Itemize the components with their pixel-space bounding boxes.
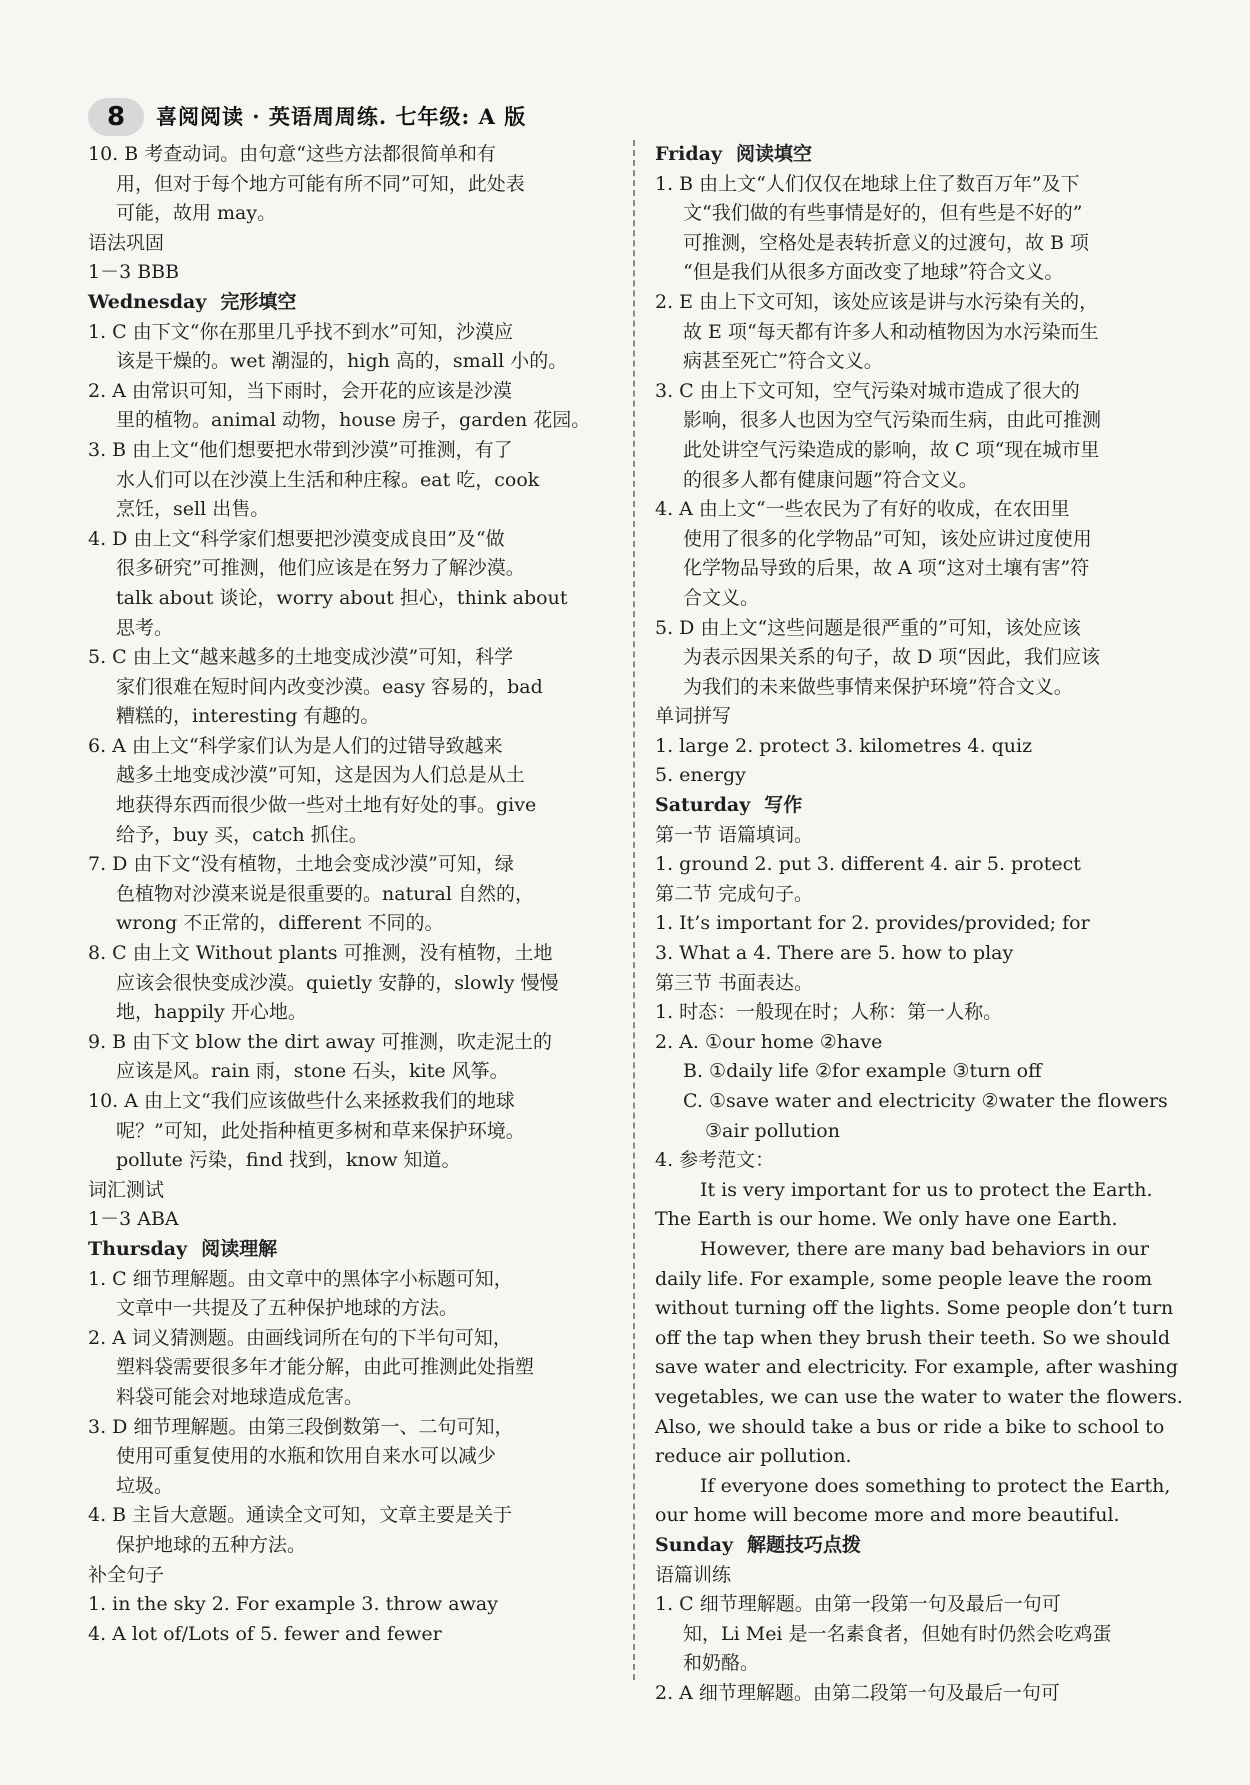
text-line: pollute 污染，find 找到，know 知道。 <box>116 1149 461 1172</box>
text-line: 文“我们做的有些事情是好的，但有些是不好的” <box>683 202 1083 225</box>
day-heading <box>655 1531 1185 1561</box>
right-column <box>655 140 1185 1708</box>
text-line: 2. A 细节理解题。由第二段第一句及最后一句可 <box>655 1681 1060 1704</box>
essay-paragraph: It is very important for us to protect the Earth. The Earth is our home. We only have one Earth. <box>655 1178 1153 1231</box>
text-line: “但是我们从很多方面改变了地球”符合文义。 <box>683 261 1064 284</box>
text-line: 8. C 由上文 Without plants 可推测，没有植物，土地 <box>88 942 553 965</box>
text-line: 第一节 语篇填词。 <box>655 823 814 846</box>
text-line: 很多研究”可推测，他们应该是在努力了解沙漠。 <box>116 557 525 580</box>
text-line: ③air pollution <box>705 1119 840 1142</box>
day-name: Sunday <box>655 1533 733 1556</box>
text-line: 地，happily 开心地。 <box>116 1001 307 1024</box>
text-line: 料袋可能会对地球造成危害。 <box>116 1385 364 1408</box>
text-line: 3. B 由上文“他们想要把水带到沙漠”可推测，有了 <box>88 438 513 461</box>
text-line: 词汇测试 <box>88 1178 165 1201</box>
day-name: Thursday <box>88 1237 188 1260</box>
text-line: 此处讲空气污染造成的影响，故 C 项“现在城市里 <box>683 438 1100 461</box>
text-line: 家们很难在短时间内改变沙漠。easy 容易的，bad <box>116 675 543 698</box>
text-line: 地获得东西而很少做一些对土地有好处的事。give <box>116 794 537 817</box>
text-line: 思考。 <box>116 616 174 639</box>
text-line: 4. D 由上文“科学家们想要把沙漠变成良田”及“做 <box>88 527 505 550</box>
text-line: 糟糕的，interesting 有趣的。 <box>116 705 380 728</box>
page-header <box>88 98 628 136</box>
text-line: 使用可重复使用的水瓶和饮用自来水可以减少 <box>116 1445 497 1468</box>
text-line: C. ①save water and electricity ②water the flowers <box>683 1090 1168 1112</box>
text-line: 5. D 由上文“这些问题是很严重的”可知，该处应该 <box>655 616 1081 639</box>
text-line: 2. A. ①our home ②have <box>655 1030 883 1053</box>
text-line: 病甚至死亡”符合文义。 <box>683 350 883 373</box>
text-line: 10. B 考查动词。由句意“这些方法都很简单和有 <box>88 143 496 165</box>
text-line: 6. A 由上文“科学家们认为是人们的过错导致越来 <box>88 734 503 757</box>
text-line: 为表示因果关系的句子，故 D 项“因此，我们应该 <box>683 646 1101 669</box>
text-line: 1. in the sky 2. For example 3. throw away <box>88 1593 498 1616</box>
text-line: 垃圾。 <box>116 1474 174 1497</box>
text-line: 5. energy <box>655 764 746 787</box>
text-line: 3. C 由上下文可知，空气污染对城市造成了很大的 <box>655 379 1080 402</box>
essay-paragraph: If everyone does something to protect the Earth, our home will become more and more beautiful. <box>655 1474 1171 1527</box>
text-line: 水人们可以在沙漠上生活和种庄稼。eat 吃，cook <box>116 468 540 491</box>
text-line: 1. C 细节理解题。由文章中的黑体字小标题可知， <box>88 1267 513 1290</box>
text-line: 为我们的未来做些事情来保护环境”符合文义。 <box>683 675 1073 698</box>
text-line: 1. B 由上文“人们仅仅在地球上住了数百万年”及下 <box>655 172 1080 195</box>
text-line: 9. B 由下文 blow the dirt away 可推测，吹走泥土的 <box>88 1030 553 1053</box>
text-line: 2. E 由上下文可知，该处应该是讲与水污染有关的， <box>655 290 1099 313</box>
text-line: 4. A 由上文“一些农民为了有好的收成，在农田里 <box>655 498 1070 521</box>
day-name: Wednesday <box>88 290 207 313</box>
text-line: 1. 时态：一般现在时；人称：第一人称。 <box>655 1001 1003 1024</box>
text-line: 合文义。 <box>683 586 760 609</box>
text-line: 4. B 主旨大意题。通读全文可知，文章主要是关于 <box>88 1504 513 1527</box>
text-line: 1. C 细节理解题。由第一段第一句及最后一句可 <box>655 1593 1061 1616</box>
text-line: 塑料袋需要很多年才能分解，由此可推测此处指塑 <box>116 1356 535 1379</box>
text-line: 1. ground 2. put 3. different 4. air 5. protect <box>655 853 1081 876</box>
text-line: 语篇训练 <box>655 1563 732 1586</box>
text-line: 单词拼写 <box>655 705 732 728</box>
text-line: 文章中一共提及了五种保护地球的方法。 <box>116 1297 459 1320</box>
text-line: 第三节 书面表达。 <box>655 971 814 994</box>
day-name: Saturday <box>655 794 751 817</box>
text-line: talk about 谈论，worry about 担心，think about <box>116 586 568 609</box>
text-line: 烹饪，sell 出售。 <box>116 498 270 521</box>
text-line: wrong 不正常的，different 不同的。 <box>116 912 444 935</box>
text-line: 里的植物。animal 动物，house 房子，garden 花园。 <box>116 409 591 432</box>
text-line: 和奶酪。 <box>683 1652 760 1675</box>
text-line: 1. large 2. protect 3. kilometres 4. quiz <box>655 734 1033 757</box>
text-line: 2. A 词义猜测题。由画线词所在句的下半句可知， <box>88 1326 512 1349</box>
text-line: 语法巩固 <box>88 231 165 254</box>
day-heading <box>88 1235 618 1265</box>
text-line: 呢？”可知，此处指种植更多树和草来保护环境。 <box>116 1119 525 1142</box>
text-line: 10. A 由上文“我们应该做些什么来拯救我们的地球 <box>88 1090 515 1112</box>
text-line: 应该是风。rain 雨，stone 石头，kite 风筝。 <box>116 1060 509 1083</box>
section-type: 写作 <box>764 794 803 817</box>
text-line: 可能，故用 may。 <box>116 202 277 225</box>
section-type: 解题技巧点拨 <box>747 1533 862 1556</box>
text-line: 可推测，空格处是表转折意义的过渡句，故 B 项 <box>683 231 1090 254</box>
series-title: 喜阅阅读 · 英语周周练. 七年级: A 版 <box>156 104 527 129</box>
section-type: 完形填空 <box>220 290 297 313</box>
text-line: 越多土地变成沙漠”可知，这是因为人们总是从土 <box>116 764 525 787</box>
text-line: 1. It’s important for 2. provides/provided; for <box>655 912 1090 935</box>
page-number: 8 <box>88 98 144 136</box>
text-line: 的很多人都有健康问题”符合文义。 <box>683 468 978 491</box>
column-divider <box>633 140 635 1680</box>
essay-paragraph: However, there are many bad behaviors in our daily life. For example, some people leave the room without turning off the lights. Some people don’t turn off the tap when they brush their teeth. So we should save water and electricity. For example, after washing vegetables, we can use the water to water the flowers. Also, we should take a bus or ride a bike to school to reduce air pollution. <box>655 1237 1183 1468</box>
left-column <box>88 140 618 1649</box>
text-line: 使用了很多的化学物品”可知，该处应讲过度使用 <box>683 527 1092 550</box>
text-line: 7. D 由下文“没有植物，土地会变成沙漠”可知，绿 <box>88 853 514 876</box>
day-heading <box>655 791 1185 821</box>
text-line: 保护地球的五种方法。 <box>116 1533 307 1556</box>
text-line: B. ①daily life ②for example ③turn off <box>683 1060 1042 1083</box>
text-line: 知，Li Mei 是一名素食者，但她有时仍然会吃鸡蛋 <box>683 1622 1112 1645</box>
text-line: 给予，buy 买，catch 抓住。 <box>116 823 368 846</box>
text-line: 色植物对沙漠来说是很重要的。natural 自然的， <box>116 882 534 905</box>
text-line: 用，但对于每个地方可能有所不同”可知，此处表 <box>116 172 525 195</box>
day-name: Friday <box>655 143 723 165</box>
text-line: 1. C 由下文“你在那里几乎找不到水”可知，沙漠应 <box>88 320 514 343</box>
section-type: 阅读理解 <box>201 1237 278 1260</box>
text-line: 化学物品导致的后果，故 A 项“这对土壤有害”符 <box>683 557 1090 580</box>
text-line: 1－3 ABA <box>88 1208 179 1231</box>
day-heading <box>88 288 618 318</box>
text-line: 应该会很快变成沙漠。quietly 安静的，slowly 慢慢 <box>116 971 559 994</box>
text-line: 第二节 完成句子。 <box>655 882 814 905</box>
day-heading <box>655 140 1185 170</box>
text-line: 3. D 细节理解题。由第三段倒数第一、二句可知， <box>88 1415 514 1438</box>
text-line: 2. A 由常识可知，当下雨时，会开花的应该是沙漠 <box>88 379 512 402</box>
text-line: 3. What a 4. There are 5. how to play <box>655 942 1014 965</box>
text-line: 故 E 项“每天都有许多人和动植物因为水污染而生 <box>683 320 1099 343</box>
text-line: 1－3 BBB <box>88 261 180 284</box>
text-line: 5. C 由上文“越来越多的土地变成沙漠”可知，科学 <box>88 646 514 669</box>
text-line: 补全句子 <box>88 1563 165 1586</box>
text-line: 影响，很多人也因为空气污染而生病，由此可推测 <box>683 409 1102 432</box>
text-line: 该是干燥的。wet 潮湿的，high 高的，small 小的。 <box>116 350 568 373</box>
section-type: 阅读填空 <box>736 143 813 165</box>
text-line: 4. 参考范文： <box>655 1149 775 1172</box>
text-line: 4. A lot of/Lots of 5. fewer and fewer <box>88 1622 442 1645</box>
